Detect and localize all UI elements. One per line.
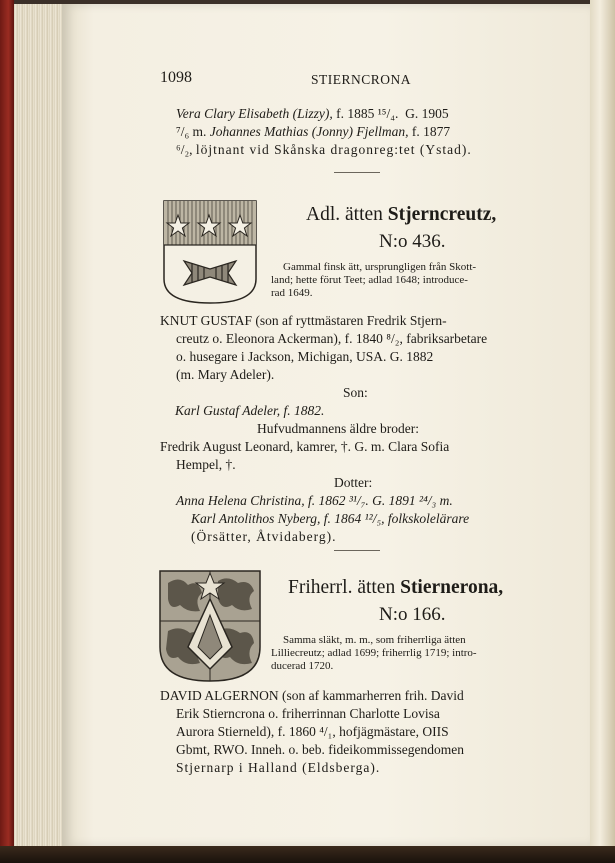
knut-line-2: creutz o. Eleonora Ackerman), f. 1840 ⁸/₂, fabriksarbetare	[176, 331, 488, 346]
david-line-1: DAVID ALGERNON (son af kammarherren frih. David	[160, 688, 464, 703]
intro-line-2	[176, 124, 450, 140]
stjerncreutz-number: N:o 436.	[379, 231, 446, 252]
stierncrona-desc-1: Samma släkt, m. m., som friherrliga ätten	[283, 634, 466, 646]
stjerncreutz-desc-3: rad 1649.	[271, 287, 313, 299]
son-line: Karl Gustaf Adeler, f. 1882.	[175, 403, 325, 418]
brother-line-1: Fredrik August Leonard, kamrer, †. G. m. Clara Sofia	[160, 439, 450, 454]
brother-heading: Hufvudmannens äldre broder:	[257, 421, 419, 436]
intro-occupation: löjtnant vid Skånska dragonreg:tet (Ystad).	[195, 142, 472, 157]
stjerncreutz-desc-2: land; hette förut Teet; adlad 1648; introduce-	[271, 274, 468, 286]
stierncrona-title	[288, 577, 503, 599]
daughter-heading: Dotter:	[334, 475, 373, 490]
daughter-line-2: Karl Antolithos Nyberg, f. 1864 ¹²/₅, folkskolelärare	[191, 511, 470, 526]
intro-name: Vera Clary Elisabeth (Lizzy),	[176, 106, 333, 121]
stjerncreutz-desc-1: Gammal finsk ätt, ursprungligen från Skott-	[283, 261, 477, 273]
stjerncreutz-title	[306, 204, 496, 226]
knut-line-1: KNUT GUSTAF (son af ryttmästaren Fredrik Stjern-	[160, 313, 447, 328]
stierncrona-desc-2: Lilliecreutz; adlad 1699; friherrlig 1719; intro-	[271, 647, 477, 659]
intro-marriage: G. 1905	[405, 106, 449, 121]
stjerncreutz-title-prefix: Adl. ätten	[306, 204, 383, 225]
stierncrona-coat-of-arms-icon	[158, 569, 262, 684]
stjerncreutz-title-name: Stjerncreutz,	[387, 204, 497, 225]
page-edges	[14, 4, 66, 849]
stierncrona-title-name: Stiernerona,	[400, 577, 504, 598]
knut-line-3: o. husegare i Jackson, Michigan, USA. G. 1882	[176, 349, 434, 364]
daughter-line-1: Anna Helena Christina, f. 1862 ³¹/₇. G. 1891 ²⁴/₃ m.	[176, 493, 453, 508]
intro-date-frac: ¹⁵/₄.	[377, 106, 399, 121]
david-line-5: Stjernarp i Halland (Eldsberga).	[176, 760, 381, 775]
intro-spouse: Johannes Mathias (Jonny) Fjellman,	[209, 124, 409, 139]
david-line-2: Erik Stierncrona o. friherrinnan Charlotte Lovisa	[176, 706, 440, 721]
book-cover-bottom	[0, 846, 615, 863]
intro-line-3	[176, 142, 472, 158]
page-number: 1098	[160, 69, 192, 86]
running-head: STIERNCRONA	[311, 72, 412, 87]
stierncrona-title-prefix: Friherrl. ätten	[288, 577, 396, 598]
separator-rule-2	[334, 550, 380, 551]
intro-frac: ⁷/₆ m.	[176, 124, 207, 139]
intro-line-1	[176, 106, 449, 122]
brother-line-2: Hempel, †.	[176, 457, 236, 472]
david-line-3: Aurora Stierneld), f. 1860 ⁴/₁, hofjägmästare, OIIS	[176, 724, 449, 739]
stjerncreutz-coat-of-arms-icon	[162, 199, 258, 305]
stierncrona-number: N:o 166.	[379, 604, 446, 625]
separator-rule-1	[334, 172, 380, 173]
intro-date: f. 1885	[336, 106, 375, 121]
book-cover-left	[0, 0, 14, 863]
stierncrona-desc-3: ducerad 1720.	[271, 660, 334, 672]
son-heading: Son:	[343, 385, 368, 400]
intro-spouse-date: f. 1877	[411, 124, 451, 139]
right-page-edge	[590, 0, 615, 850]
david-line-4: Gbmt, RWO. Inneh. o. beb. fideikommissegendomen	[176, 742, 464, 757]
knut-line-4: (m. Mary Adeler).	[176, 367, 275, 382]
daughter-line-3: (Örsätter, Åtvidaberg).	[191, 529, 337, 544]
intro-frac-2: ⁶/₂,	[176, 142, 193, 157]
